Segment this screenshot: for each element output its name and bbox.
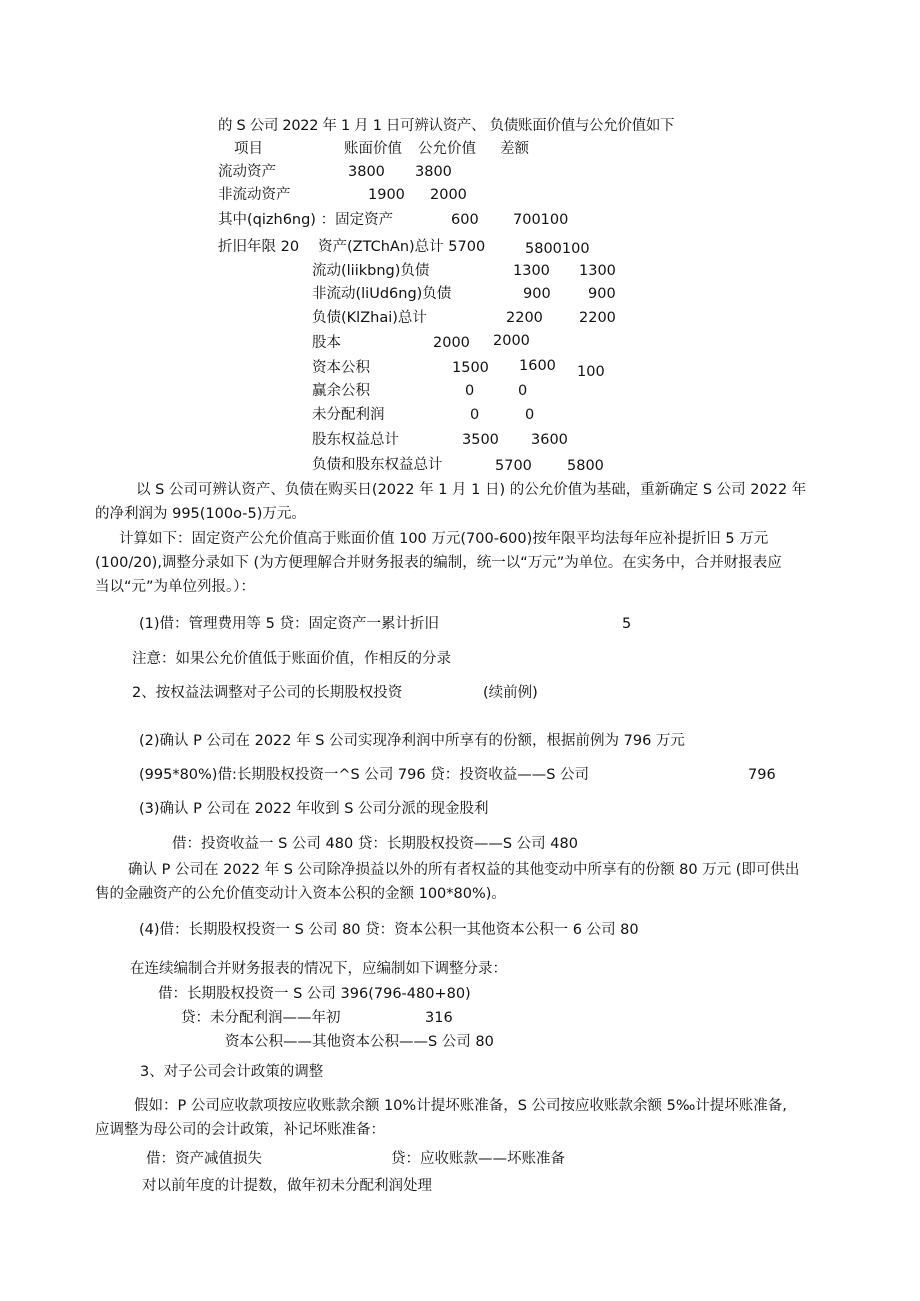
- entry-1: (1)借：管理费用等 5 贷：固定资产一累计折旧: [139, 616, 439, 632]
- row-equity-total-label: 股东权益总计: [312, 432, 399, 448]
- paragraph-calc-line3: 当以“元”为单位列报。）：: [95, 579, 256, 595]
- entry-2-line2: (995*80%)借:长期股权投资一^S 公司 796 贷：投资收益——S 公司: [139, 767, 590, 783]
- row-noncurrent-assets-fair: 2000: [430, 187, 467, 203]
- row-liab-equity-total-fair: 5800: [567, 458, 604, 474]
- section-3-title: 3、对子公司会计政策的调整: [140, 1064, 324, 1080]
- paragraph-continuous: 在连续编制合并财务报表的情况下，应编制如下调整分录：: [130, 961, 507, 977]
- row-fixed-assets-book: 600: [451, 212, 479, 228]
- row-current-assets-label: 流动资产: [218, 164, 276, 180]
- section-2-continued: (续前例): [483, 685, 538, 701]
- paragraph-net-profit-line1: 以 S 公司可辨认资产、负债在购买日(2022 年 1 月 1 日) 的公允价值为基础，重新确定 S 公司 2022 年: [136, 482, 807, 498]
- row-noncurrent-liab-book: 900: [523, 286, 551, 302]
- row-noncurrent-liab-label: 非流动(liUd6ng)负债: [312, 286, 452, 302]
- entry-2-amount: 796: [748, 767, 776, 783]
- row-noncurrent-assets-book: 1900: [368, 187, 405, 203]
- row-capital-reserve-diff: 100: [577, 364, 605, 380]
- journal-debit-line: 借：长期股权投资一 S 公司 396(796-480+80): [158, 986, 471, 1002]
- header-fair: 公允价值: [418, 141, 476, 157]
- paragraph-calc-line1: 计算如下：固定资产公允价值高于账面价值 100 万元(700-600)按年限平均法每年应补提折旧 5 万元: [119, 531, 769, 547]
- row-share-capital-label: 股本: [312, 335, 341, 351]
- row-current-liab-book: 1300: [513, 263, 550, 279]
- row-capital-reserve-label: 资本公积: [312, 360, 370, 376]
- header-item: 项目: [234, 141, 263, 157]
- paragraph-other-changes-line1: 确认 P 公司在 2022 年 S 公司除净损益以外的所有者权益的其他变动中所享有的份额 80 万元 (即可供出: [128, 862, 800, 878]
- entry-3-line1: (3)确认 P 公司在 2022 年收到 S 公司分派的现金股利: [139, 801, 489, 817]
- row-current-assets-book: 3800: [348, 164, 385, 180]
- row-equity-total-book: 3500: [462, 432, 499, 448]
- paragraph-prior-year: 对以前年度的计提数，做年初未分配利润处理: [142, 1178, 432, 1194]
- row-noncurrent-assets-label: 非流动资产: [218, 187, 291, 203]
- row-current-liab-label: 流动(liikbng)负债: [312, 263, 430, 279]
- row-total-liab-label: 负债(KlZhai)总计: [312, 310, 427, 326]
- entry-3-line2: 借：投资收益一 S 公司 480 贷：长期股权投资——S 公司 480: [172, 836, 578, 852]
- row-total-assets-fair-diff: 5800100: [525, 241, 590, 257]
- section-2-title: 2、按权益法调整对子公司的长期股权投资: [132, 685, 403, 701]
- journal-credit-line: 贷：未分配利润——年初: [181, 1010, 341, 1026]
- row-fixed-assets-fair-diff: 700100: [513, 212, 569, 228]
- row-total-assets-label-b: 资产(ZTChAn)总计 5700: [318, 239, 486, 255]
- row-noncurrent-liab-fair: 900: [588, 286, 616, 302]
- row-capital-reserve-book: 1500: [452, 360, 489, 376]
- note: 注意：如果公允价值低于账面价值，作相反的分录: [132, 651, 451, 667]
- paragraph-policy-line1: 假如：P 公司应收款项按应收账款余额 10%计提坏账准备，S 公司按应收账款余额 5‰计提坏账准备,: [134, 1098, 787, 1114]
- row-retained-book: 0: [470, 407, 480, 423]
- header-diff: 差额: [500, 141, 529, 157]
- header-book: 账面价值: [344, 141, 402, 157]
- row-retained-fair: 0: [525, 407, 535, 423]
- journal-bad-debt-debit: 借：资产减值损失: [146, 1151, 262, 1167]
- row-liab-equity-total-label: 负债和股东权益总计: [312, 457, 443, 473]
- paragraph-net-profit-line2: 的净利润为 995(100o-5)万元。: [95, 506, 306, 522]
- row-total-liab-fair: 2200: [579, 310, 616, 326]
- table-intro: 的 S 公司 2022 年 1 月 1 日可辨认资产、 负债账面价值与公允价值如下: [218, 118, 675, 134]
- entry-1-amount: 5: [622, 616, 632, 632]
- paragraph-calc-line2: (100/20),调整分录如下 (为方便理解合并财务报表的编制，统一以“万元”为单位。在实务中，合并财报表应: [95, 555, 782, 571]
- entry-4: (4)借：长期股权投资一 S 公司 80 贷：资本公积一其他资本公积一 6 公司 80: [139, 922, 639, 938]
- journal-credit-line2: 资本公积——其他资本公积——S 公司 80: [225, 1034, 494, 1050]
- row-surplus-reserve-label: 赢余公积: [312, 383, 370, 399]
- row-share-capital-fair: 2000: [493, 333, 530, 349]
- row-total-assets-label-a: 折旧年限 20: [218, 239, 300, 255]
- paragraph-other-changes-line2: 售的金融资产的公允价值变动计入资本公积的金额 100*80%)。: [95, 886, 506, 902]
- entry-2-line1: (2)确认 P 公司在 2022 年 S 公司实现净利润中所享有的份额，根据前例为 796 万元: [139, 733, 685, 749]
- row-surplus-reserve-book: 0: [465, 383, 475, 399]
- row-fixed-assets-label: 其中(qizh6ng) ：固定资产: [218, 212, 394, 228]
- journal-credit-amount: 316: [425, 1010, 453, 1026]
- row-total-liab-book: 2200: [506, 310, 543, 326]
- row-capital-reserve-fair: 1600: [519, 358, 556, 374]
- row-surplus-reserve-fair: 0: [518, 383, 528, 399]
- journal-bad-debt-credit: 贷：应收账款——坏账准备: [391, 1151, 565, 1167]
- row-retained-label: 未分配利润: [312, 407, 385, 423]
- row-current-assets-fair: 3800: [415, 164, 452, 180]
- row-equity-total-fair: 3600: [531, 432, 568, 448]
- row-share-capital-book: 2000: [433, 335, 470, 351]
- row-liab-equity-total-book: 5700: [495, 458, 532, 474]
- paragraph-policy-line2: 应调整为母公司的会计政策，补记坏账准备：: [95, 1122, 385, 1138]
- row-current-liab-fair: 1300: [579, 263, 616, 279]
